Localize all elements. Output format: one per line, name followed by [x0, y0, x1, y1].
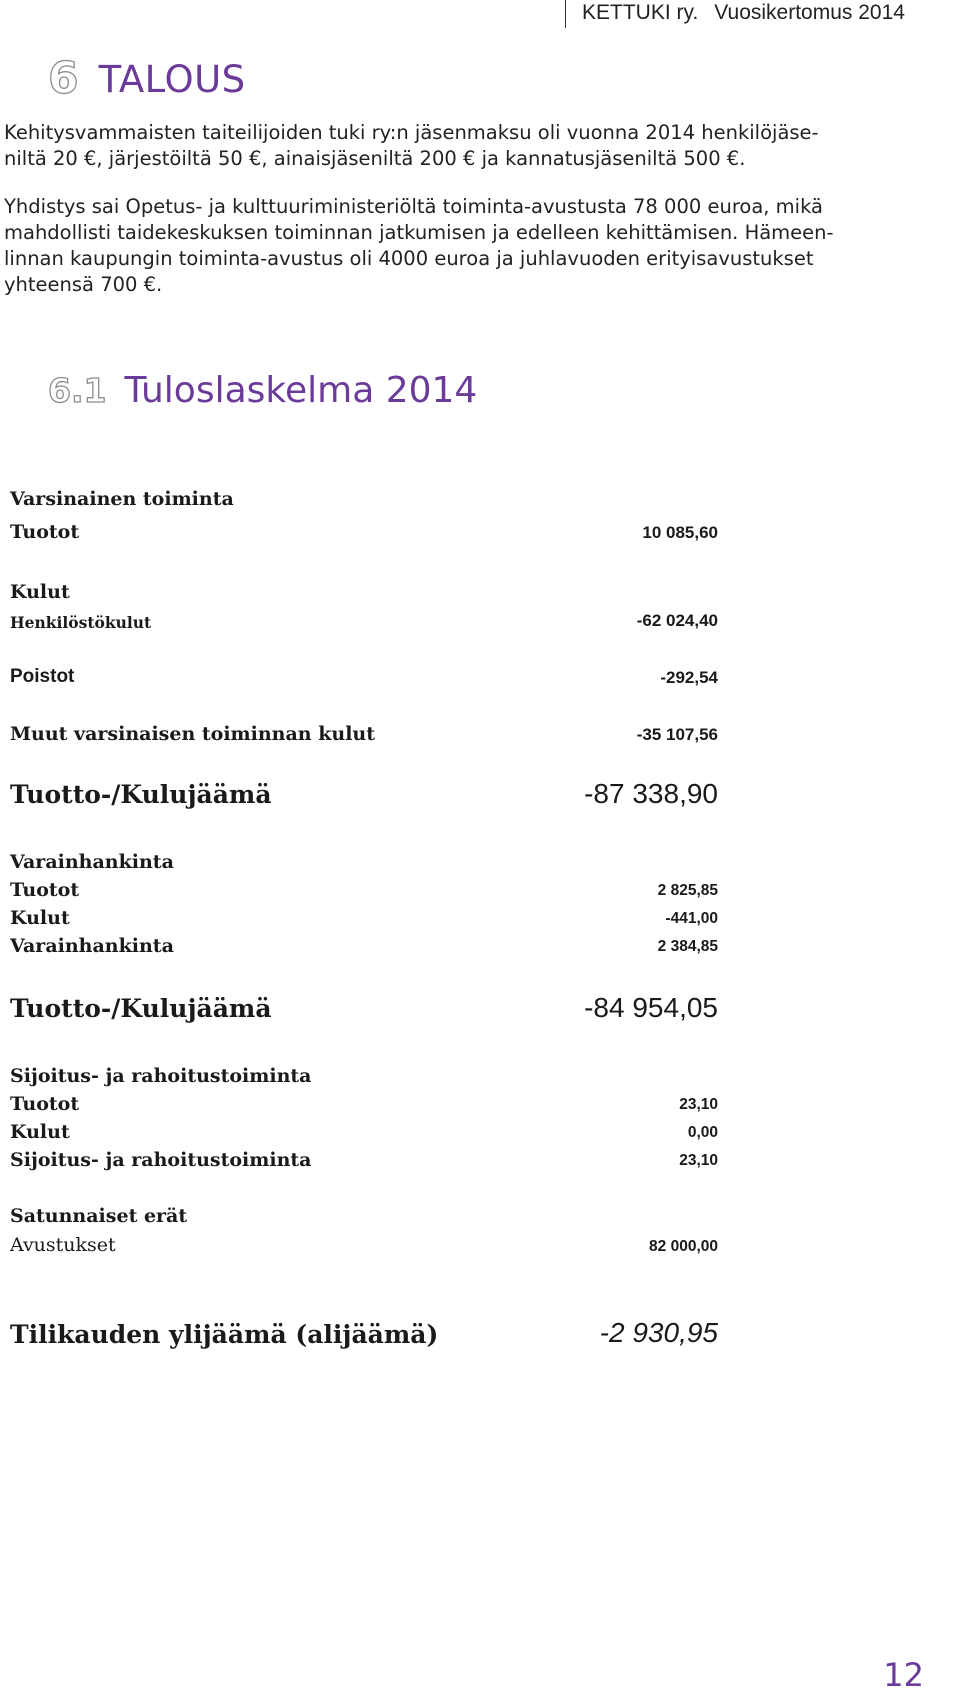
- heading-kulut: Kulut: [10, 581, 70, 603]
- label-tuotto-kulujaama-2: Tuotto-/Kulujäämä: [10, 994, 272, 1023]
- value-muut-kulut: -35 107,56: [636, 725, 718, 744]
- value-tuotto-kulujaama-1: -87 338,90: [584, 778, 718, 809]
- label-varainhankinta-tuotot: Tuotot: [10, 879, 80, 901]
- label-henkilostokulut: Henkilöstökulut: [10, 613, 152, 632]
- label-varainhankinta-total: Varainhankinta: [10, 935, 174, 957]
- section-heading: [48, 54, 246, 104]
- label-sijoitus-kulut: Kulut: [10, 1121, 70, 1143]
- label-varainhankinta-kulut: Kulut: [10, 907, 70, 929]
- paragraph-membership-fees: Kehitysvammaisten taiteilijoiden tuki ry:n jäsenmaksu oli vuonna 2014 henkilöjäse- niltä 20 €, järjestöiltä 50 €, ainaisjäseniltä 200 € ja kannatusjäseniltä 500 €.: [4, 121, 819, 170]
- value-poistot: -292,54: [660, 668, 718, 687]
- value-varainhankinta-tuotot: 2 825,85: [657, 882, 718, 899]
- value-varainhankinta-kulut: -441,00: [665, 910, 718, 927]
- subsection-number: 6.1: [48, 370, 107, 410]
- heading-sijoitustoiminta: Sijoitus- ja rahoitustoiminta: [10, 1065, 312, 1087]
- value-henkilostokulut: -62 024,40: [636, 611, 718, 630]
- section-number: 6: [48, 53, 79, 104]
- label-tuotto-kulujaama-1: Tuotto-/Kulujäämä: [10, 780, 272, 809]
- value-sijoitus-kulut: 0,00: [687, 1124, 718, 1141]
- header-org: KETTUKI ry.: [582, 1, 699, 24]
- subsection-heading: [48, 366, 477, 414]
- header-title: Vuosikertomus 2014: [714, 1, 905, 24]
- label-sijoitus-tuotot: Tuotot: [10, 1093, 80, 1115]
- label-poistot: Poistot: [10, 666, 75, 687]
- value-sijoitus-tuotot: 23,10: [679, 1096, 718, 1113]
- label-sijoitus-total: Sijoitus- ja rahoitustoiminta: [10, 1149, 312, 1171]
- paragraph-grants: Yhdistys sai Opetus- ja kulttuuriministeriöltä toiminta-avustusta 78 000 euroa, mikä mahdollisti taidekeskuksen toiminnan jatkumisen ja edelleen kehittämisen. Hämeen- linnan kaupungin toiminta-avustus oli 4000 euroa ja juhlavuoden erityisavustukset yhteensä 700 €.: [4, 195, 834, 296]
- running-header: [565, 0, 905, 28]
- subsection-title: Tuloslaskelma 2014: [124, 369, 478, 411]
- label-avustukset: Avustukset: [10, 1234, 116, 1256]
- heading-varsinainen-toiminta: Varsinainen toiminta: [10, 488, 234, 510]
- heading-satunnaiset: Satunnaiset erät: [10, 1205, 188, 1227]
- heading-varainhankinta: Varainhankinta: [10, 851, 174, 873]
- value-tilikauden-ylijaama: -2 930,95: [599, 1317, 718, 1348]
- label-tuotot: Tuotot: [10, 521, 80, 543]
- page-number: 12: [883, 1656, 924, 1694]
- section-title: TALOUS: [98, 57, 246, 101]
- value-tuotot: 10 085,60: [642, 523, 718, 542]
- label-muut-kulut: Muut varsinaisen toiminnan kulut: [10, 723, 376, 745]
- value-sijoitus-total: 23,10: [679, 1152, 718, 1169]
- value-avustukset: 82 000,00: [649, 1238, 718, 1255]
- value-tuotto-kulujaama-2: -84 954,05: [584, 992, 718, 1023]
- value-varainhankinta-total: 2 384,85: [657, 938, 718, 955]
- label-tilikauden-ylijaama: Tilikauden ylijäämä (alijäämä): [10, 1320, 439, 1349]
